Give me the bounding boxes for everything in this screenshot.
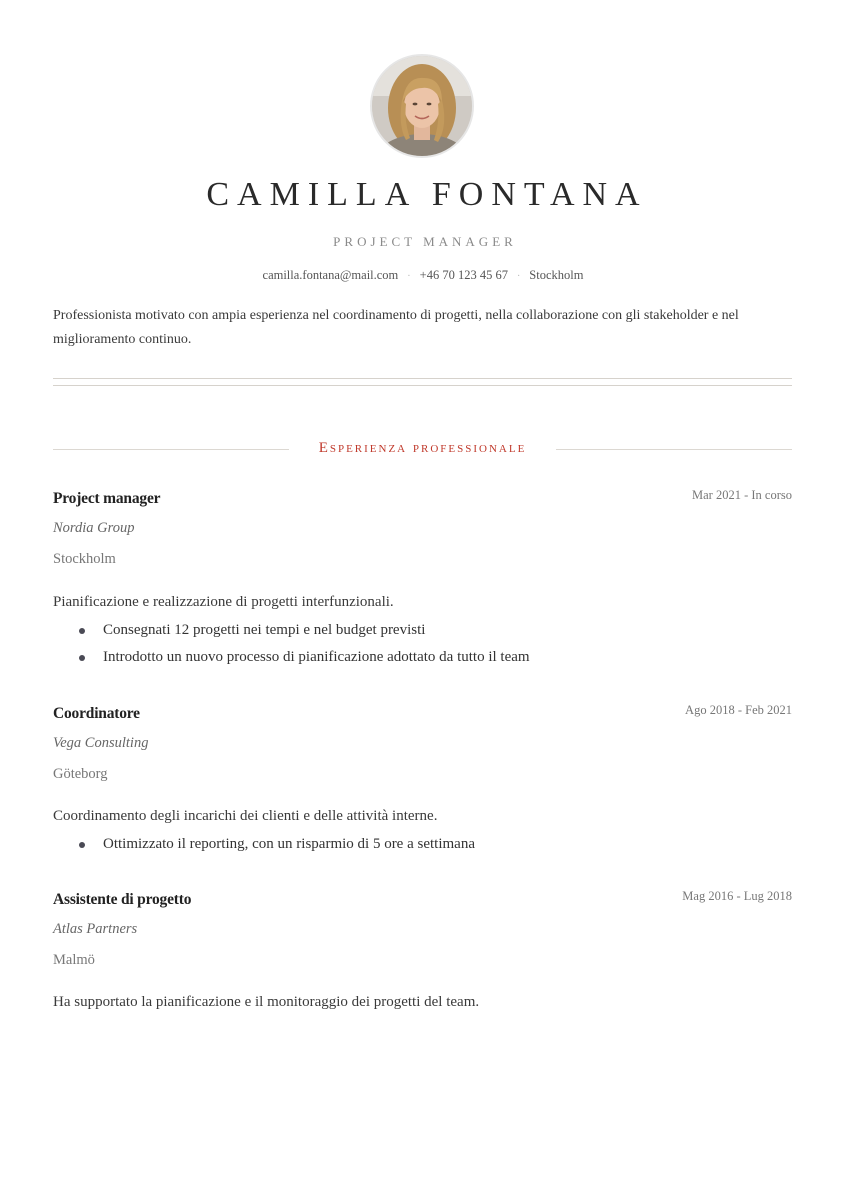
job-entry xyxy=(53,705,792,865)
job-location: Malmö xyxy=(53,952,95,968)
achievement-list xyxy=(53,831,475,858)
achievement-item xyxy=(53,644,530,671)
contact-separator: · xyxy=(407,271,411,282)
achievement-item xyxy=(53,831,475,858)
job-title: Project manager xyxy=(53,490,161,507)
candidate-name: CAMILLA FONTANA xyxy=(206,176,648,213)
job-location: Göteborg xyxy=(53,766,108,782)
achievement-item xyxy=(53,617,530,644)
company-name: Nordia Group xyxy=(53,520,135,536)
contact-line xyxy=(0,268,846,283)
job-dates: Ago 2018 - Feb 2021 xyxy=(685,703,792,717)
contact-separator: · xyxy=(516,271,521,282)
company-name: Atlas Partners xyxy=(53,921,138,937)
section-heading-experience xyxy=(53,438,792,462)
job-title: Coordinatore xyxy=(53,705,140,722)
portrait-photo xyxy=(372,56,472,156)
job-entry xyxy=(53,891,792,1021)
phone-number[interactable]: +46 70 123 45 67 xyxy=(419,268,508,282)
bullet-icon xyxy=(79,628,85,634)
job-title: Assistente di progetto xyxy=(53,891,192,908)
bullet-icon xyxy=(79,655,85,661)
job-description: Pianificazione e realizzazione di progetti interfunzionali. xyxy=(53,594,394,610)
job-description: Coordinamento degli incarichi dei clienti e delle attività interne. xyxy=(53,808,438,824)
job-description: Ha supportato la pianificazione e il monitoraggio dei progetti del team. xyxy=(53,994,480,1010)
profile-summary: Professionista motivato con ampia esperienza nel coordinamento di progetti, nella collaborazione con gli stakeholder e nel miglioramento continuo. xyxy=(53,308,739,347)
achievement-text: Ottimizzato il reporting, con un risparmio di 5 ore a settimana xyxy=(103,836,475,852)
avatar xyxy=(370,54,474,158)
header-divider xyxy=(53,378,792,386)
achievement-list xyxy=(53,617,530,671)
achievement-text: Introdotto un nuovo processo di pianificazione adottato da tutto il team xyxy=(103,649,530,665)
heading-rule-right xyxy=(556,449,792,450)
email-link[interactable]: camilla.fontana@mail.com xyxy=(262,268,399,282)
job-location: Stockholm xyxy=(53,551,116,567)
job-dates: Mar 2021 - In corso xyxy=(692,488,792,502)
job-role: PROJECT MANAGER xyxy=(333,234,517,249)
bullet-icon xyxy=(79,842,85,848)
section-title: Esperienza professionale xyxy=(318,440,527,456)
achievement-text: Consegnati 12 progetti nei tempi e nel budget previsti xyxy=(103,622,426,638)
job-entry xyxy=(53,490,792,680)
location: Stockholm xyxy=(529,268,584,282)
company-name: Vega Consulting xyxy=(53,735,149,751)
job-dates: Mag 2016 - Lug 2018 xyxy=(682,889,792,903)
